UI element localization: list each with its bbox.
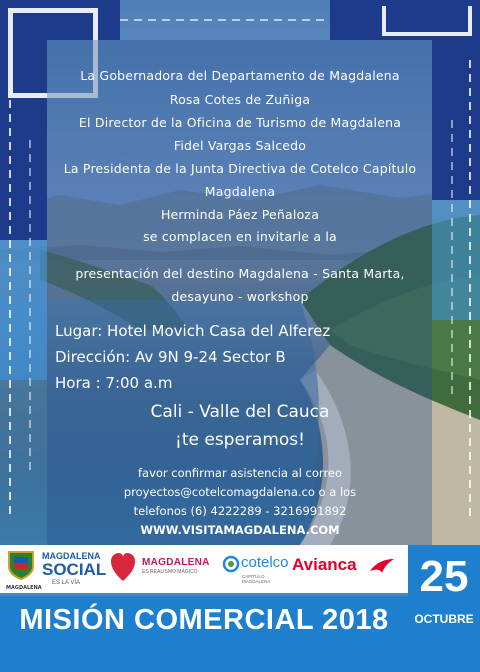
heart-hand-icon: [110, 551, 136, 585]
greeting: ¡te esperamos!: [175, 430, 305, 450]
cotelco-logo-sub: CAPÍTULO MAGDALENA: [242, 574, 271, 584]
magdalena-tourism-logo: [142, 557, 218, 585]
cotelco-swirl-icon: [222, 555, 240, 573]
magdalena-crest-logo: [6, 549, 42, 591]
rsvp-phones: telefonos (6) 4222289 - 3216991892: [133, 504, 347, 518]
invitation-line-3: El Director de la Oficina de Turismo de Magdalena: [78, 115, 402, 130]
invitation-line-5: La Presidenta de la Junta Directiva de Cotelco Capítulo: [63, 161, 417, 176]
cotelco-logo: [222, 553, 288, 585]
invitation-line-8: se complacen en invitarle a la: [143, 229, 337, 244]
crest-icon: [6, 549, 36, 581]
rsvp-email-line[interactable]: proyectos@cotelcomagdalena.co o a los: [123, 485, 357, 499]
invitation-line-2: Rosa Cotes de Zuñiga: [169, 92, 311, 107]
title-bar-bottom: [0, 644, 408, 672]
rsvp-line-1: favor confirmar asistencia al correo: [137, 466, 343, 480]
event-address: Dirección: Av 9N 9-24 Sector B: [55, 348, 286, 366]
social-logo-main: SOCIAL: [42, 560, 107, 579]
avianca-logo: [292, 555, 404, 583]
social-logo-sub: ES LA VÍA: [52, 580, 81, 586]
magdalena-logo-text: MAGDALENA: [142, 557, 210, 568]
crest-caption: MAGDALENA: [6, 585, 42, 591]
event-city: Cali - Valle del Cauca: [150, 402, 330, 422]
event-description-line-2: desayuno - workshop: [171, 289, 309, 304]
avianca-logo-text: Avianca: [292, 555, 357, 574]
event-time: Hora : 7:00 a.m: [55, 374, 173, 392]
website-link[interactable]: WWW.VISITAMAGDALENA.COM: [140, 523, 340, 537]
invitation-line-7: Herminda Páez Peñaloza: [160, 207, 320, 222]
invitation-line-1: La Gobernadora del Departamento de Magdalena: [80, 68, 400, 83]
event-day: 25: [419, 552, 469, 601]
banner-title: MISIÓN COMERCIAL 2018: [19, 604, 389, 636]
magdalena-social-logo: [40, 551, 138, 589]
cotelco-logo-text: cotelco: [241, 554, 289, 571]
event-description-line-1: presentación del destino Magdalena - Santa Marta,: [75, 266, 405, 281]
magdalena-logo-sub: ES REALISMO MÁGICO: [142, 569, 198, 575]
invitation-line-4: Fidel Vargas Salcedo: [173, 138, 307, 153]
event-place: Lugar: Hotel Movich Casa del Alferez: [55, 322, 331, 340]
social-logo-top: MAGDALENA: [42, 551, 101, 561]
avianca-bird-icon: [368, 557, 396, 575]
event-month: OCTUBRE: [414, 612, 474, 626]
invitation-line-6: Magdalena: [204, 184, 276, 199]
sponsor-logos-bar: [0, 545, 408, 593]
